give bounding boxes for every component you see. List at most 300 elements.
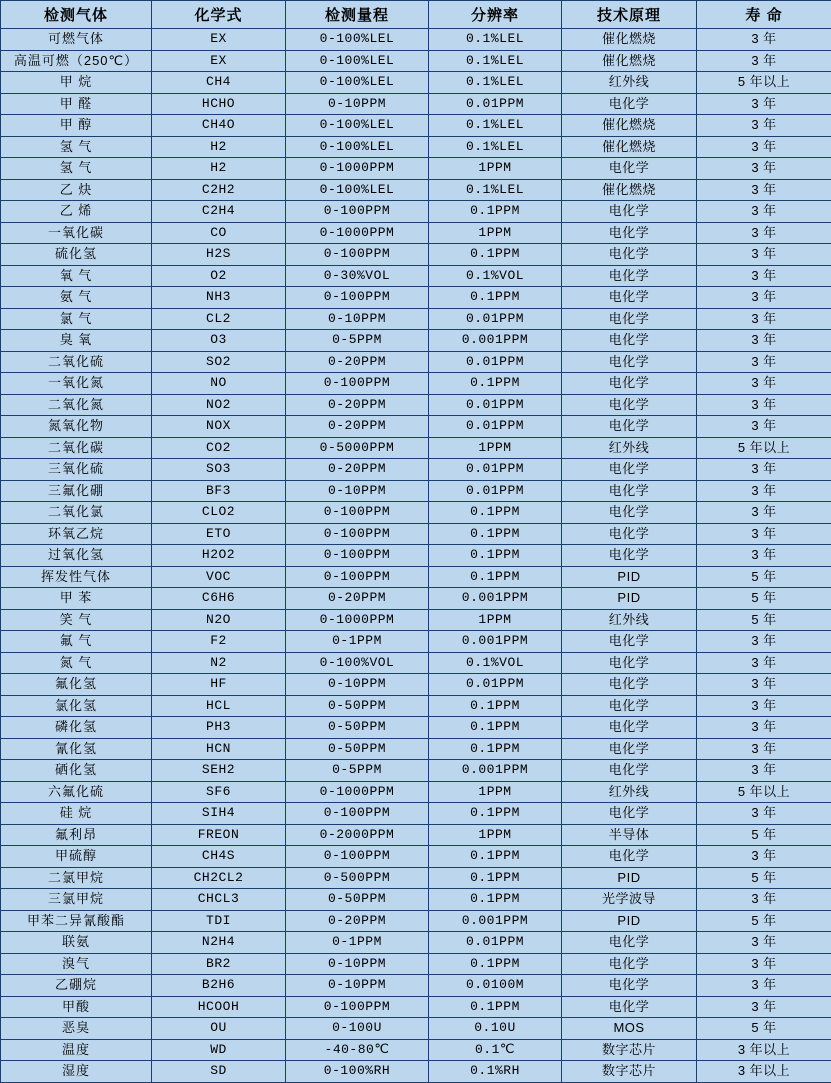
table-row — [1, 932, 831, 954]
cell-detection-range: 0-5PPM — [286, 330, 429, 352]
cell-detection-range: 0-100%LEL — [286, 50, 429, 72]
cell-resolution: 0.1PPM — [429, 566, 562, 588]
cell-chemical-formula: O3 — [152, 330, 286, 352]
cell-detection-range: 0-100PPM — [286, 545, 429, 567]
cell-detection-range: 0-20PPM — [286, 416, 429, 438]
cell-technical-principle: 电化学 — [562, 394, 697, 416]
cell-technical-principle: 红外线 — [562, 609, 697, 631]
cell-resolution: 0.01PPM — [429, 93, 562, 115]
cell-lifespan: 3 年 — [697, 50, 831, 72]
cell-lifespan: 3 年 — [697, 351, 831, 373]
header-detection-range: 检测量程 — [286, 1, 429, 29]
cell-chemical-formula: PH3 — [152, 717, 286, 739]
table-row — [1, 695, 831, 717]
cell-chemical-formula: HCL — [152, 695, 286, 717]
cell-gas-name: 二氯甲烷 — [1, 867, 152, 889]
cell-gas-name: 氢 气 — [1, 136, 152, 158]
cell-resolution: 0.1PPM — [429, 738, 562, 760]
cell-technical-principle: MOS — [562, 1018, 697, 1040]
cell-technical-principle: 电化学 — [562, 480, 697, 502]
cell-resolution: 0.1%LEL — [429, 115, 562, 137]
table-row — [1, 480, 831, 502]
cell-lifespan: 3 年 — [697, 287, 831, 309]
cell-resolution: 0.1℃ — [429, 1039, 562, 1061]
cell-detection-range: 0-20PPM — [286, 459, 429, 481]
cell-chemical-formula: SF6 — [152, 781, 286, 803]
cell-lifespan: 3 年 — [697, 416, 831, 438]
cell-gas-name: 乙 炔 — [1, 179, 152, 201]
cell-technical-principle: 电化学 — [562, 330, 697, 352]
table-row — [1, 330, 831, 352]
table-row — [1, 588, 831, 610]
cell-chemical-formula: CH4O — [152, 115, 286, 137]
cell-chemical-formula: SEH2 — [152, 760, 286, 782]
header-lifespan: 寿 命 — [697, 1, 831, 29]
table-row — [1, 566, 831, 588]
table-body — [1, 29, 831, 1083]
cell-detection-range: 0-5000PPM — [286, 437, 429, 459]
table-row — [1, 1039, 831, 1061]
header-technical-principle: 技术原理 — [562, 1, 697, 29]
cell-resolution: 0.1PPM — [429, 953, 562, 975]
cell-lifespan: 3 年 — [697, 373, 831, 395]
cell-gas-name: 甲 醇 — [1, 115, 152, 137]
cell-technical-principle: 数字芯片 — [562, 1061, 697, 1083]
cell-chemical-formula: ETO — [152, 523, 286, 545]
cell-gas-name: 硒化氢 — [1, 760, 152, 782]
cell-gas-name: 六氟化硫 — [1, 781, 152, 803]
cell-resolution: 0.01PPM — [429, 674, 562, 696]
cell-technical-principle: 电化学 — [562, 953, 697, 975]
cell-resolution: 0.1%LEL — [429, 136, 562, 158]
cell-chemical-formula: HCOOH — [152, 996, 286, 1018]
cell-gas-name: 湿度 — [1, 1061, 152, 1083]
cell-gas-name: 甲硫醇 — [1, 846, 152, 868]
cell-detection-range: 0-100PPM — [286, 846, 429, 868]
cell-technical-principle: 红外线 — [562, 781, 697, 803]
cell-gas-name: 二氧化氯 — [1, 502, 152, 524]
cell-lifespan: 3 年 — [697, 932, 831, 954]
cell-technical-principle: 红外线 — [562, 72, 697, 94]
header-resolution: 分辨率 — [429, 1, 562, 29]
cell-detection-range: 0-1000PPM — [286, 222, 429, 244]
cell-chemical-formula: CH2CL2 — [152, 867, 286, 889]
cell-lifespan: 3 年 — [697, 738, 831, 760]
cell-gas-name: 二氧化氮 — [1, 394, 152, 416]
cell-gas-name: 温度 — [1, 1039, 152, 1061]
cell-technical-principle: 电化学 — [562, 201, 697, 223]
cell-detection-range: 0-10PPM — [286, 308, 429, 330]
cell-gas-name: 乙硼烷 — [1, 975, 152, 997]
table-row — [1, 308, 831, 330]
cell-lifespan: 3 年 — [697, 996, 831, 1018]
cell-resolution: 0.01PPM — [429, 459, 562, 481]
table-row — [1, 179, 831, 201]
cell-detection-range: 0-50PPM — [286, 738, 429, 760]
cell-resolution: 1PPM — [429, 824, 562, 846]
cell-gas-name: 氢 气 — [1, 158, 152, 180]
cell-chemical-formula: NO2 — [152, 394, 286, 416]
cell-resolution: 1PPM — [429, 609, 562, 631]
table-row — [1, 287, 831, 309]
cell-technical-principle: 电化学 — [562, 222, 697, 244]
cell-technical-principle: 半导体 — [562, 824, 697, 846]
cell-gas-name: 二氧化碳 — [1, 437, 152, 459]
table-row — [1, 115, 831, 137]
cell-resolution: 0.1PPM — [429, 846, 562, 868]
cell-detection-range: 0-100PPM — [286, 566, 429, 588]
cell-technical-principle: 光学波导 — [562, 889, 697, 911]
cell-gas-name: 氰化氢 — [1, 738, 152, 760]
cell-technical-principle: PID — [562, 588, 697, 610]
cell-gas-name: 氟 气 — [1, 631, 152, 653]
table-row — [1, 996, 831, 1018]
cell-resolution: 0.001PPM — [429, 588, 562, 610]
cell-lifespan: 3 年 — [697, 953, 831, 975]
cell-technical-principle: 电化学 — [562, 803, 697, 825]
table-row — [1, 265, 831, 287]
cell-detection-range: 0-1PPM — [286, 932, 429, 954]
table-row — [1, 953, 831, 975]
header-chemical-formula: 化学式 — [152, 1, 286, 29]
table-row — [1, 222, 831, 244]
cell-detection-range: 0-500PPM — [286, 867, 429, 889]
cell-gas-name: 硫化氢 — [1, 244, 152, 266]
header-row — [1, 1, 831, 29]
cell-technical-principle: 电化学 — [562, 996, 697, 1018]
cell-technical-principle: 电化学 — [562, 502, 697, 524]
cell-detection-range: 0-100%LEL — [286, 136, 429, 158]
table-row — [1, 975, 831, 997]
cell-lifespan: 3 年 — [697, 975, 831, 997]
cell-detection-range: 0-10PPM — [286, 975, 429, 997]
cell-detection-range: 0-10PPM — [286, 93, 429, 115]
cell-technical-principle: 催化燃烧 — [562, 50, 697, 72]
cell-detection-range: 0-20PPM — [286, 394, 429, 416]
cell-chemical-formula: CL2 — [152, 308, 286, 330]
cell-resolution: 0.1PPM — [429, 287, 562, 309]
cell-resolution: 0.001PPM — [429, 631, 562, 653]
cell-lifespan: 5 年以上 — [697, 781, 831, 803]
cell-resolution: 0.01PPM — [429, 932, 562, 954]
cell-technical-principle: PID — [562, 910, 697, 932]
table-row — [1, 158, 831, 180]
cell-technical-principle: PID — [562, 566, 697, 588]
cell-detection-range: 0-2000PPM — [286, 824, 429, 846]
cell-detection-range: 0-30%VOL — [286, 265, 429, 287]
cell-technical-principle: 红外线 — [562, 437, 697, 459]
cell-resolution: 0.1%LEL — [429, 72, 562, 94]
cell-gas-name: 高温可燃（250℃） — [1, 50, 152, 72]
cell-chemical-formula: O2 — [152, 265, 286, 287]
cell-resolution: 0.1PPM — [429, 867, 562, 889]
cell-technical-principle: 电化学 — [562, 308, 697, 330]
cell-technical-principle: 数字芯片 — [562, 1039, 697, 1061]
cell-resolution: 1PPM — [429, 222, 562, 244]
cell-technical-principle: 电化学 — [562, 760, 697, 782]
cell-lifespan: 5 年 — [697, 588, 831, 610]
cell-chemical-formula: SIH4 — [152, 803, 286, 825]
cell-lifespan: 3 年 — [697, 889, 831, 911]
cell-technical-principle: 电化学 — [562, 265, 697, 287]
table-row — [1, 781, 831, 803]
cell-gas-name: 可燃气体 — [1, 29, 152, 51]
cell-chemical-formula: HF — [152, 674, 286, 696]
table-row — [1, 545, 831, 567]
table-row — [1, 631, 831, 653]
cell-technical-principle: 电化学 — [562, 932, 697, 954]
cell-detection-range: 0-100PPM — [286, 523, 429, 545]
cell-resolution: 0.01PPM — [429, 480, 562, 502]
table-row — [1, 1061, 831, 1083]
cell-lifespan: 3 年 — [697, 803, 831, 825]
table-row — [1, 867, 831, 889]
table-row — [1, 652, 831, 674]
cell-detection-range: 0-100PPM — [286, 201, 429, 223]
cell-chemical-formula: CO2 — [152, 437, 286, 459]
table-row — [1, 136, 831, 158]
cell-detection-range: 0-100PPM — [286, 803, 429, 825]
cell-technical-principle: 电化学 — [562, 373, 697, 395]
table-row — [1, 29, 831, 51]
cell-gas-name: 环氧乙烷 — [1, 523, 152, 545]
table-row — [1, 72, 831, 94]
cell-detection-range: 0-50PPM — [286, 717, 429, 739]
cell-chemical-formula: CHCL3 — [152, 889, 286, 911]
cell-lifespan: 5 年 — [697, 867, 831, 889]
table-row — [1, 50, 831, 72]
cell-gas-name: 甲 醛 — [1, 93, 152, 115]
cell-resolution: 0.1PPM — [429, 545, 562, 567]
cell-resolution: 1PPM — [429, 437, 562, 459]
cell-lifespan: 3 年 — [697, 93, 831, 115]
cell-lifespan: 5 年以上 — [697, 72, 831, 94]
cell-lifespan: 3 年 — [697, 179, 831, 201]
cell-resolution: 0.1PPM — [429, 244, 562, 266]
table-row — [1, 437, 831, 459]
cell-resolution: 0.1PPM — [429, 201, 562, 223]
cell-gas-name: 臭 氧 — [1, 330, 152, 352]
cell-lifespan: 5 年 — [697, 566, 831, 588]
cell-technical-principle: 电化学 — [562, 846, 697, 868]
cell-resolution: 0.1PPM — [429, 889, 562, 911]
cell-technical-principle: 电化学 — [562, 351, 697, 373]
cell-chemical-formula: FREON — [152, 824, 286, 846]
cell-gas-name: 磷化氢 — [1, 717, 152, 739]
table-row — [1, 394, 831, 416]
cell-chemical-formula: HCN — [152, 738, 286, 760]
cell-lifespan: 3 年 — [697, 308, 831, 330]
cell-detection-range: -40-80℃ — [286, 1039, 429, 1061]
cell-gas-name: 甲 苯 — [1, 588, 152, 610]
cell-resolution: 0.01PPM — [429, 351, 562, 373]
cell-lifespan: 3 年 — [697, 523, 831, 545]
table-row — [1, 889, 831, 911]
cell-technical-principle: 电化学 — [562, 717, 697, 739]
cell-chemical-formula: SO2 — [152, 351, 286, 373]
table-row — [1, 351, 831, 373]
cell-technical-principle: 电化学 — [562, 459, 697, 481]
cell-lifespan: 3 年 — [697, 717, 831, 739]
cell-detection-range: 0-100PPM — [286, 373, 429, 395]
cell-gas-name: 氨 气 — [1, 287, 152, 309]
cell-detection-range: 0-100U — [286, 1018, 429, 1040]
cell-technical-principle: 电化学 — [562, 674, 697, 696]
cell-technical-principle: 电化学 — [562, 652, 697, 674]
table-row — [1, 846, 831, 868]
cell-chemical-formula: N2 — [152, 652, 286, 674]
cell-chemical-formula: H2 — [152, 136, 286, 158]
cell-chemical-formula: C2H4 — [152, 201, 286, 223]
cell-lifespan: 5 年 — [697, 609, 831, 631]
cell-lifespan: 3 年以上 — [697, 1061, 831, 1083]
cell-gas-name: 挥发性气体 — [1, 566, 152, 588]
cell-lifespan: 3 年 — [697, 631, 831, 653]
cell-technical-principle: 电化学 — [562, 416, 697, 438]
cell-detection-range: 0-20PPM — [286, 351, 429, 373]
header-gas-name: 检测气体 — [1, 1, 152, 29]
cell-lifespan: 3 年 — [697, 846, 831, 868]
cell-detection-range: 0-50PPM — [286, 889, 429, 911]
cell-resolution: 0.1PPM — [429, 695, 562, 717]
table-row — [1, 201, 831, 223]
cell-resolution: 0.1%LEL — [429, 179, 562, 201]
cell-lifespan: 5 年 — [697, 1018, 831, 1040]
cell-gas-name: 笑 气 — [1, 609, 152, 631]
cell-lifespan: 3 年 — [697, 330, 831, 352]
cell-chemical-formula: N2O — [152, 609, 286, 631]
cell-detection-range: 0-100%LEL — [286, 115, 429, 137]
table-row — [1, 502, 831, 524]
table-row — [1, 910, 831, 932]
cell-resolution: 1PPM — [429, 781, 562, 803]
cell-technical-principle: 电化学 — [562, 975, 697, 997]
cell-resolution: 0.1PPM — [429, 373, 562, 395]
cell-chemical-formula: HCHO — [152, 93, 286, 115]
cell-resolution: 0.01PPM — [429, 394, 562, 416]
cell-lifespan: 3 年 — [697, 545, 831, 567]
cell-chemical-formula: C2H2 — [152, 179, 286, 201]
cell-detection-range: 0-1000PPM — [286, 158, 429, 180]
cell-gas-name: 三氧化硫 — [1, 459, 152, 481]
cell-lifespan: 3 年 — [697, 244, 831, 266]
cell-gas-name: 氯化氢 — [1, 695, 152, 717]
cell-lifespan: 3 年 — [697, 29, 831, 51]
cell-resolution: 0.0100M — [429, 975, 562, 997]
cell-gas-name: 甲 烷 — [1, 72, 152, 94]
cell-resolution: 0.001PPM — [429, 330, 562, 352]
table-row — [1, 674, 831, 696]
cell-technical-principle: 催化燃烧 — [562, 29, 697, 51]
cell-resolution: 1PPM — [429, 158, 562, 180]
cell-gas-name: 乙 烯 — [1, 201, 152, 223]
cell-detection-range: 0-100%VOL — [286, 652, 429, 674]
cell-gas-name: 氧 气 — [1, 265, 152, 287]
cell-technical-principle: 电化学 — [562, 631, 697, 653]
cell-technical-principle: PID — [562, 867, 697, 889]
table-row — [1, 523, 831, 545]
cell-chemical-formula: C6H6 — [152, 588, 286, 610]
cell-technical-principle: 催化燃烧 — [562, 115, 697, 137]
cell-chemical-formula: H2S — [152, 244, 286, 266]
cell-resolution: 0.1%VOL — [429, 652, 562, 674]
cell-gas-name: 三氯甲烷 — [1, 889, 152, 911]
cell-lifespan: 5 年 — [697, 910, 831, 932]
cell-chemical-formula: NH3 — [152, 287, 286, 309]
table-row — [1, 760, 831, 782]
cell-chemical-formula: F2 — [152, 631, 286, 653]
cell-chemical-formula: TDI — [152, 910, 286, 932]
cell-gas-name: 过氧化氢 — [1, 545, 152, 567]
cell-lifespan: 3 年 — [697, 652, 831, 674]
cell-detection-range: 0-5PPM — [286, 760, 429, 782]
cell-detection-range: 0-20PPM — [286, 588, 429, 610]
table-row — [1, 93, 831, 115]
cell-technical-principle: 电化学 — [562, 695, 697, 717]
cell-chemical-formula: BF3 — [152, 480, 286, 502]
cell-lifespan: 3 年 — [697, 222, 831, 244]
cell-technical-principle: 催化燃烧 — [562, 179, 697, 201]
cell-gas-name: 氟利昂 — [1, 824, 152, 846]
cell-detection-range: 0-100PPM — [286, 996, 429, 1018]
cell-resolution: 0.1PPM — [429, 803, 562, 825]
cell-lifespan: 3 年以上 — [697, 1039, 831, 1061]
cell-chemical-formula: SD — [152, 1061, 286, 1083]
cell-gas-name: 一氧化碳 — [1, 222, 152, 244]
cell-detection-range: 0-20PPM — [286, 910, 429, 932]
cell-resolution: 0.01PPM — [429, 416, 562, 438]
cell-chemical-formula: EX — [152, 50, 286, 72]
cell-detection-range: 0-10PPM — [286, 674, 429, 696]
cell-chemical-formula: B2H6 — [152, 975, 286, 997]
cell-detection-range: 0-1000PPM — [286, 781, 429, 803]
table-row — [1, 738, 831, 760]
cell-chemical-formula: CLO2 — [152, 502, 286, 524]
cell-resolution: 0.1%VOL — [429, 265, 562, 287]
cell-technical-principle: 电化学 — [562, 158, 697, 180]
cell-chemical-formula: H2 — [152, 158, 286, 180]
table-row — [1, 459, 831, 481]
cell-chemical-formula: NO — [152, 373, 286, 395]
cell-resolution: 0.1PPM — [429, 717, 562, 739]
cell-lifespan: 3 年 — [697, 394, 831, 416]
cell-gas-name: 三氟化硼 — [1, 480, 152, 502]
cell-gas-name: 氟化氢 — [1, 674, 152, 696]
cell-lifespan: 3 年 — [697, 115, 831, 137]
table-row — [1, 803, 831, 825]
cell-detection-range: 0-100%RH — [286, 1061, 429, 1083]
cell-gas-name: 氮氧化物 — [1, 416, 152, 438]
table-row — [1, 609, 831, 631]
cell-detection-range: 0-100PPM — [286, 244, 429, 266]
cell-technical-principle: 电化学 — [562, 287, 697, 309]
table-row — [1, 824, 831, 846]
cell-technical-principle: 催化燃烧 — [562, 136, 697, 158]
cell-chemical-formula: CH4 — [152, 72, 286, 94]
cell-lifespan: 3 年 — [697, 502, 831, 524]
cell-chemical-formula: NOX — [152, 416, 286, 438]
cell-detection-range: 0-1PPM — [286, 631, 429, 653]
cell-gas-name: 二氧化硫 — [1, 351, 152, 373]
cell-gas-name: 溴气 — [1, 953, 152, 975]
cell-lifespan: 3 年 — [697, 480, 831, 502]
cell-chemical-formula: N2H4 — [152, 932, 286, 954]
cell-chemical-formula: EX — [152, 29, 286, 51]
table-row — [1, 416, 831, 438]
cell-resolution: 0.1PPM — [429, 996, 562, 1018]
cell-lifespan: 3 年 — [697, 136, 831, 158]
cell-chemical-formula: BR2 — [152, 953, 286, 975]
